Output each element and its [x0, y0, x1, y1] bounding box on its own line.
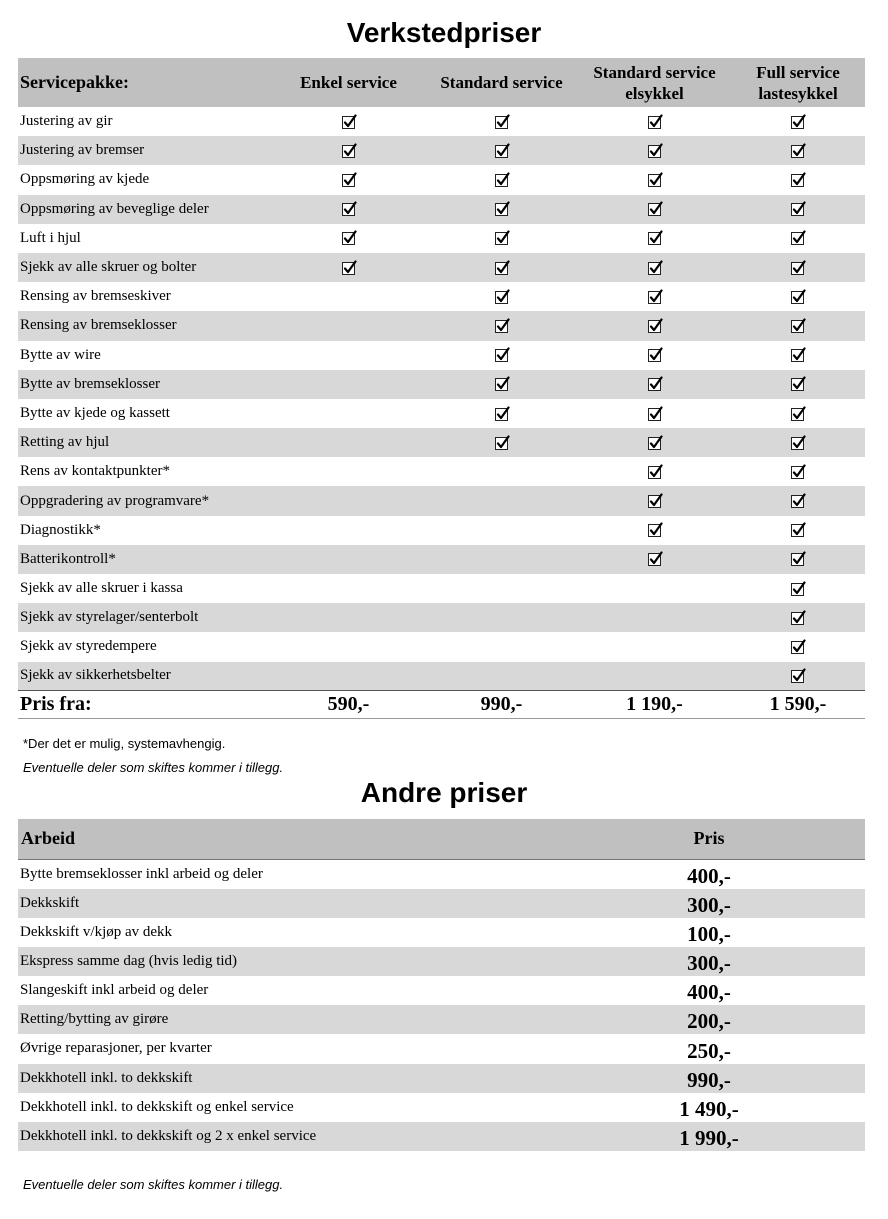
service-name: Oppsmøring av kjede — [20, 171, 150, 188]
service-name: Sjekk av sikkerhetsbelter — [20, 667, 171, 684]
price-cell: 590,- — [327, 693, 370, 716]
checkbox-checked-icon — [790, 405, 806, 421]
footnote: *Der det er mulig, systemavhengig. — [23, 736, 226, 751]
check-cell — [731, 370, 865, 399]
checkbox-checked-icon — [341, 201, 357, 217]
check-cell — [425, 545, 578, 574]
check-cell — [425, 632, 578, 661]
work-price: 250,- — [687, 1038, 731, 1063]
checkbox-checked-icon — [341, 230, 357, 246]
check-cell — [272, 253, 425, 282]
check-cell — [272, 457, 425, 486]
work-price: 400,- — [687, 863, 731, 888]
work-name: Bytte bremseklosser inkl arbeid og deler — [20, 865, 263, 882]
service-row — [18, 603, 865, 632]
check-cell — [272, 428, 425, 457]
check-cell — [578, 195, 731, 224]
work-name: Ekspress samme dag (hvis ledig tid) — [20, 952, 238, 969]
check-cell — [272, 107, 425, 136]
checkbox-checked-icon — [790, 376, 806, 392]
check-cell — [425, 253, 578, 282]
checkbox-checked-icon — [494, 347, 510, 363]
checkbox-checked-icon — [647, 113, 663, 129]
check-cell — [578, 545, 731, 574]
check-cell — [272, 165, 425, 194]
service-name: Batterikontroll* — [20, 550, 116, 567]
service-row — [18, 399, 865, 428]
work-name: Øvrige reparasjoner, per kvarter — [20, 1040, 212, 1057]
service-row — [18, 370, 865, 399]
check-cell — [578, 282, 731, 311]
service-table-header — [18, 58, 865, 107]
checkbox-checked-icon — [494, 230, 510, 246]
work-price: 1 490,- — [679, 1096, 739, 1121]
check-cell — [578, 516, 731, 545]
price-row — [18, 691, 865, 719]
checkbox-checked-icon — [647, 493, 663, 509]
check-cell — [425, 428, 578, 457]
check-cell — [731, 574, 865, 603]
price-list-row — [18, 1093, 865, 1122]
work-name: Dekkhotell inkl. to dekkskift og enkel service — [20, 1098, 294, 1115]
other-table-header — [18, 819, 865, 859]
service-row — [18, 165, 865, 194]
checkbox-checked-icon — [647, 522, 663, 538]
work-price: 300,- — [687, 950, 731, 975]
checkbox-checked-icon — [790, 201, 806, 217]
service-row — [18, 195, 865, 224]
check-cell — [578, 341, 731, 370]
checkbox-checked-icon — [341, 259, 357, 275]
check-cell — [578, 486, 731, 515]
check-cell — [272, 341, 425, 370]
check-cell — [272, 545, 425, 574]
work-price: 1 990,- — [679, 1126, 739, 1151]
check-cell — [425, 662, 578, 691]
checkbox-checked-icon — [790, 288, 806, 304]
checkbox-checked-icon — [647, 463, 663, 479]
service-name: Sjekk av styredempere — [20, 638, 157, 655]
checkbox-checked-icon — [647, 434, 663, 450]
checkbox-checked-icon — [790, 434, 806, 450]
check-cell — [578, 399, 731, 428]
checkbox-checked-icon — [647, 317, 663, 333]
check-cell — [731, 662, 865, 691]
checkbox-checked-icon — [647, 171, 663, 187]
service-row — [18, 253, 865, 282]
checkbox-checked-icon — [494, 405, 510, 421]
check-cell — [272, 195, 425, 224]
service-name: Sjekk av alle skruer i kassa — [20, 580, 183, 597]
checkbox-checked-icon — [647, 230, 663, 246]
checkbox-checked-icon — [647, 201, 663, 217]
parts-note: Eventuelle deler som skiftes kommer i tillegg. — [23, 760, 284, 775]
check-cell — [578, 253, 731, 282]
service-row — [18, 341, 865, 370]
check-cell — [425, 107, 578, 136]
check-cell — [731, 399, 865, 428]
service-row — [18, 282, 865, 311]
check-cell — [272, 136, 425, 165]
check-cell — [425, 457, 578, 486]
check-cell — [425, 341, 578, 370]
check-cell — [578, 370, 731, 399]
check-cell — [272, 370, 425, 399]
work-name: Retting/bytting av girøre — [20, 1011, 169, 1028]
checkbox-checked-icon — [494, 434, 510, 450]
checkbox-checked-icon — [341, 113, 357, 129]
service-name: Rensing av bremseskiver — [20, 288, 171, 305]
service-row — [18, 311, 865, 340]
check-cell — [425, 370, 578, 399]
check-cell — [578, 662, 731, 691]
service-name: Rens av kontaktpunkter* — [20, 463, 170, 480]
checkbox-checked-icon — [494, 113, 510, 129]
column-header: Servicepakke: — [20, 72, 129, 92]
checkbox-checked-icon — [790, 259, 806, 275]
checkbox-checked-icon — [790, 463, 806, 479]
check-cell — [272, 486, 425, 515]
check-cell — [578, 165, 731, 194]
service-row — [18, 662, 865, 691]
service-row — [18, 486, 865, 515]
checkbox-checked-icon — [790, 580, 806, 596]
column-header: Full service lastesykkel — [756, 62, 840, 103]
service-row — [18, 224, 865, 253]
price-list-row — [18, 1064, 865, 1093]
price-list-row — [18, 859, 865, 889]
service-row — [18, 574, 865, 603]
check-cell — [272, 282, 425, 311]
checkbox-checked-icon — [790, 638, 806, 654]
check-cell — [272, 603, 425, 632]
checkbox-checked-icon — [494, 171, 510, 187]
checkbox-checked-icon — [494, 376, 510, 392]
service-row — [18, 516, 865, 545]
check-cell — [731, 195, 865, 224]
service-table — [18, 58, 865, 719]
check-cell — [578, 136, 731, 165]
service-name: Rensing av bremseklosser — [20, 317, 177, 334]
work-price: 400,- — [687, 980, 731, 1005]
price-cell: 1 190,- — [626, 693, 683, 716]
service-row — [18, 457, 865, 486]
check-cell — [731, 224, 865, 253]
service-name: Oppsmøring av beveglige deler — [20, 200, 209, 217]
price-list-row — [18, 1005, 865, 1034]
service-row — [18, 136, 865, 165]
check-cell — [731, 136, 865, 165]
checkbox-checked-icon — [790, 522, 806, 538]
check-cell — [425, 224, 578, 253]
service-row — [18, 428, 865, 457]
check-cell — [425, 282, 578, 311]
service-name: Sjekk av styrelager/senterbolt — [20, 609, 199, 626]
checkbox-checked-icon — [647, 347, 663, 363]
section-title: Andre priser — [360, 777, 528, 808]
checkbox-checked-icon — [790, 493, 806, 509]
checkbox-checked-icon — [647, 142, 663, 158]
service-name: Bytte av wire — [20, 346, 101, 363]
checkbox-checked-icon — [647, 288, 663, 304]
check-cell — [425, 486, 578, 515]
check-cell — [578, 574, 731, 603]
check-cell — [425, 516, 578, 545]
service-name: Oppgradering av programvare* — [20, 492, 210, 509]
service-name: Retting av hjul — [20, 434, 110, 451]
work-name: Slangeskift inkl arbeid og deler — [20, 982, 209, 999]
checkbox-checked-icon — [790, 113, 806, 129]
check-cell — [731, 282, 865, 311]
checkbox-checked-icon — [341, 171, 357, 187]
price-list-row — [18, 976, 865, 1005]
check-cell — [578, 107, 731, 136]
parts-note-2: Eventuelle deler som skiftes kommer i tillegg. — [23, 1177, 284, 1192]
column-header: Pris — [693, 828, 725, 849]
checkbox-checked-icon — [790, 667, 806, 683]
service-name: Bytte av bremseklosser — [20, 375, 160, 392]
price-list-row — [18, 1122, 865, 1151]
checkbox-checked-icon — [494, 317, 510, 333]
check-cell — [731, 253, 865, 282]
column-header: Standard service elsykkel — [593, 62, 716, 103]
checkbox-checked-icon — [647, 551, 663, 567]
check-cell — [731, 165, 865, 194]
service-row — [18, 107, 865, 136]
price-list-row — [18, 947, 865, 976]
other-prices-table — [18, 819, 865, 1151]
service-row — [18, 545, 865, 574]
check-cell — [578, 457, 731, 486]
check-cell — [425, 603, 578, 632]
checkbox-checked-icon — [790, 609, 806, 625]
price-cell: 1 590,- — [769, 693, 827, 716]
checkbox-checked-icon — [494, 201, 510, 217]
price-list-row — [18, 889, 865, 918]
service-row — [18, 632, 865, 661]
check-cell — [272, 399, 425, 428]
check-cell — [731, 457, 865, 486]
checkbox-checked-icon — [647, 405, 663, 421]
page-title: Verkstedpriser — [346, 17, 542, 48]
price-cell: 990,- — [480, 693, 523, 716]
check-cell — [731, 486, 865, 515]
column-header: Arbeid — [21, 828, 75, 849]
checkbox-checked-icon — [494, 259, 510, 275]
checkbox-checked-icon — [790, 317, 806, 333]
check-cell — [272, 662, 425, 691]
work-name: Dekkhotell inkl. to dekkskift — [20, 1069, 193, 1086]
price-label: Pris fra: — [20, 693, 92, 716]
checkbox-checked-icon — [790, 230, 806, 246]
work-price: 200,- — [687, 1009, 731, 1034]
checkbox-checked-icon — [790, 171, 806, 187]
check-cell — [425, 311, 578, 340]
checkbox-checked-icon — [790, 142, 806, 158]
check-cell — [578, 224, 731, 253]
price-list-row — [18, 918, 865, 947]
checkbox-checked-icon — [494, 142, 510, 158]
work-name: Dekkskift — [20, 894, 80, 911]
check-cell — [272, 224, 425, 253]
work-name: Dekkskift v/kjøp av dekk — [20, 923, 173, 940]
check-cell — [731, 516, 865, 545]
check-cell — [425, 195, 578, 224]
service-name: Sjekk av alle skruer og bolter — [20, 259, 197, 276]
check-cell — [578, 603, 731, 632]
checkbox-checked-icon — [341, 142, 357, 158]
checkbox-checked-icon — [494, 288, 510, 304]
column-header: Standard service — [440, 73, 563, 92]
service-name: Luft i hjul — [20, 229, 81, 246]
check-cell — [425, 574, 578, 603]
check-cell — [731, 603, 865, 632]
price-list-row — [18, 1034, 865, 1063]
check-cell — [578, 311, 731, 340]
service-name: Diagnostikk* — [20, 521, 101, 538]
check-cell — [425, 399, 578, 428]
work-price: 100,- — [687, 921, 731, 946]
column-header: Enkel service — [300, 73, 397, 92]
check-cell — [272, 311, 425, 340]
checkbox-checked-icon — [790, 551, 806, 567]
check-cell — [425, 165, 578, 194]
service-name: Justering av bremser — [20, 142, 145, 159]
checkbox-checked-icon — [647, 376, 663, 392]
service-name: Bytte av kjede og kassett — [20, 404, 170, 421]
check-cell — [731, 311, 865, 340]
check-cell — [731, 632, 865, 661]
work-name: Dekkhotell inkl. to dekkskift og 2 x enkel service — [20, 1128, 317, 1144]
work-price: 300,- — [687, 892, 731, 917]
check-cell — [272, 574, 425, 603]
check-cell — [731, 341, 865, 370]
checkbox-checked-icon — [790, 347, 806, 363]
check-cell — [578, 632, 731, 661]
check-cell — [731, 545, 865, 574]
check-cell — [272, 632, 425, 661]
check-cell — [731, 107, 865, 136]
work-price: 990,- — [687, 1067, 731, 1092]
checkbox-checked-icon — [647, 259, 663, 275]
check-cell — [578, 428, 731, 457]
service-name: Justering av gir — [20, 113, 113, 130]
check-cell — [425, 136, 578, 165]
check-cell — [731, 428, 865, 457]
check-cell — [272, 516, 425, 545]
